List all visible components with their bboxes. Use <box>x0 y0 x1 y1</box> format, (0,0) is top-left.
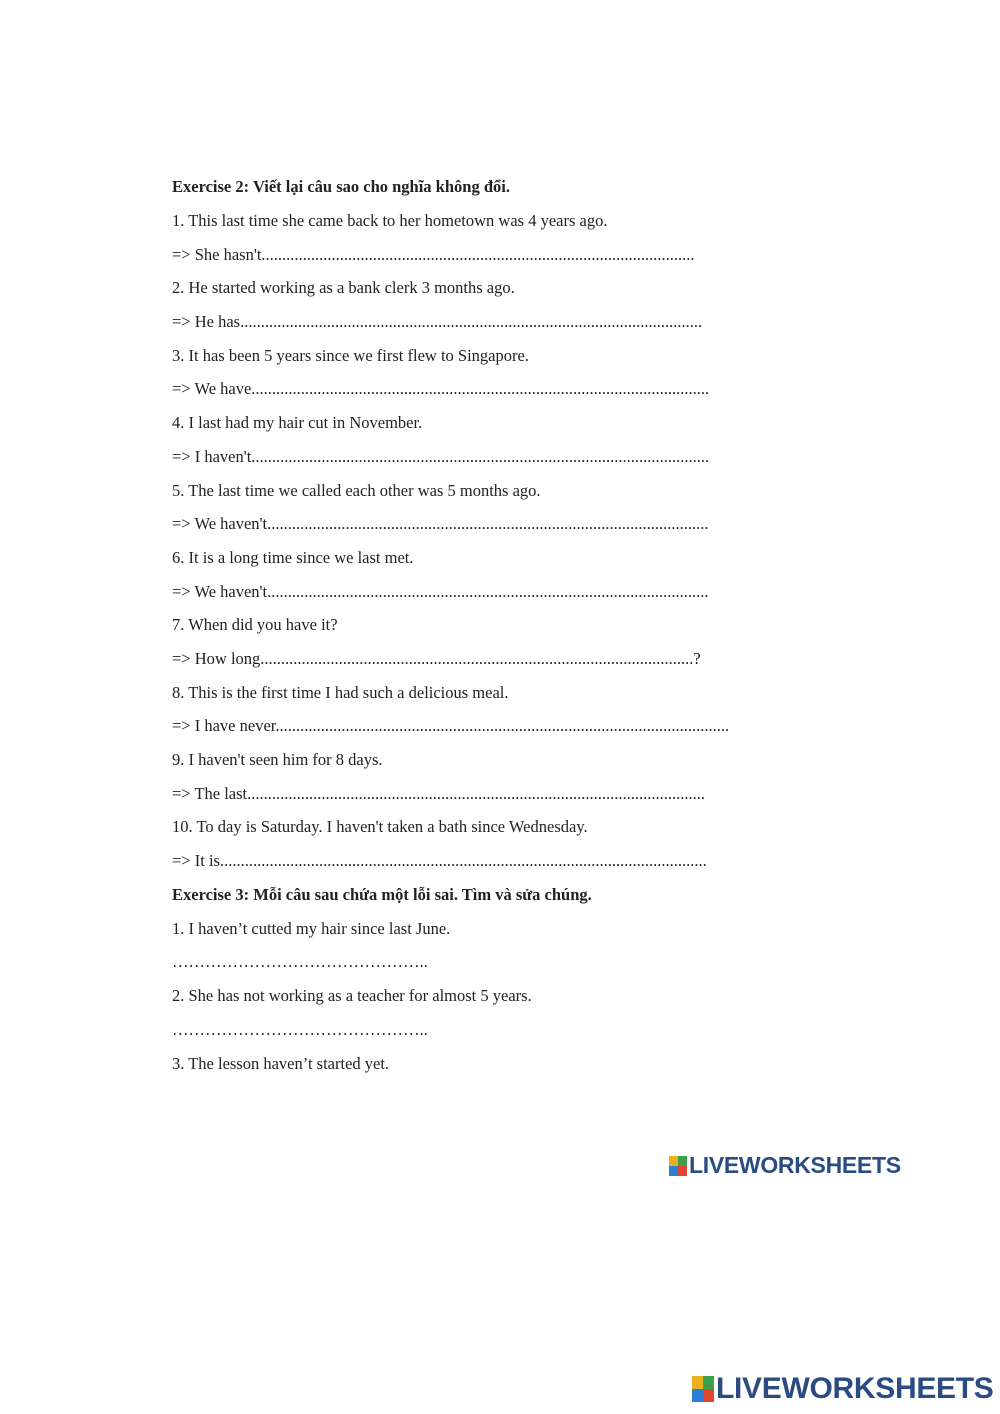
answer-line[interactable]: => I haven't............................................................................................................... <box>172 446 710 466</box>
exercise-2-heading: Exercise 2: Viết lại câu sao cho nghĩa không đổi. <box>172 177 510 196</box>
exercise-3-heading: Exercise 3: Mỗi câu sau chứa một lỗi sai. Tìm và sửa chúng. <box>172 884 592 904</box>
logo-square <box>692 1389 703 1402</box>
logo-icon <box>669 1156 687 1176</box>
logo-square <box>703 1376 714 1389</box>
question-line: 7. When did you have it? <box>172 615 338 635</box>
answer-line[interactable]: => It is...................................................................................................................... <box>172 851 707 871</box>
logo-icon <box>692 1376 714 1402</box>
logo-text: LIVEWORKSHEETS <box>716 1372 994 1405</box>
liveworksheets-logo <box>669 1152 901 1179</box>
logo-square <box>692 1376 703 1389</box>
answer-line[interactable]: => We haven't........................................................................................................... <box>172 514 709 534</box>
answer-line[interactable]: => She hasn't......................................................................................................... <box>172 244 695 264</box>
answer-line[interactable]: => We have............................................................................................................... <box>172 379 710 399</box>
question-line: 1. I haven’t cutted my hair since last June. <box>172 918 451 938</box>
answer-line[interactable]: => I have never.............................................................................................................. <box>172 716 730 736</box>
logo-text: LIVEWORKSHEETS <box>689 1152 901 1178</box>
logo-square <box>669 1166 678 1176</box>
question-line: 5. The last time we called each other was 5 months ago. <box>172 480 541 500</box>
logo-square <box>678 1166 687 1176</box>
question-line: 10. To day is Saturday. I haven't taken a bath since Wednesday. <box>172 817 588 837</box>
question-line: 2. He started working as a bank clerk 3 months ago. <box>172 278 515 298</box>
answer-line[interactable]: => We haven't........................................................................................................... <box>172 581 709 601</box>
answer-line[interactable]: => He has................................................................................................................ <box>172 312 703 332</box>
logo-square <box>703 1389 714 1402</box>
answer-line[interactable]: => How long.........................................................................................................? <box>172 648 701 668</box>
question-line: 6. It is a long time since we last met. <box>172 547 414 567</box>
logo-square <box>669 1156 678 1166</box>
answer-line[interactable]: ……………………………………….. <box>172 952 428 972</box>
question-line: 3. It has been 5 years since we first flew to Singapore. <box>172 345 529 365</box>
worksheet <box>172 174 812 1084</box>
answer-line[interactable]: => The last............................................................................................................... <box>172 783 706 803</box>
liveworksheets-logo <box>692 1372 994 1406</box>
answer-line[interactable]: ……………………………………….. <box>172 1019 428 1039</box>
question-line: 1. This last time she came back to her hometown was 4 years ago. <box>172 211 608 230</box>
question-line: 3. The lesson haven’t started yet. <box>172 1053 390 1073</box>
question-line: 8. This is the first time I had such a delicious meal. <box>172 682 509 702</box>
question-line: 4. I last had my hair cut in November. <box>172 413 423 433</box>
question-line: 9. I haven't seen him for 8 days. <box>172 750 383 769</box>
logo-square <box>678 1156 687 1166</box>
question-line: 2. She has not working as a teacher for almost 5 years. <box>172 986 532 1006</box>
